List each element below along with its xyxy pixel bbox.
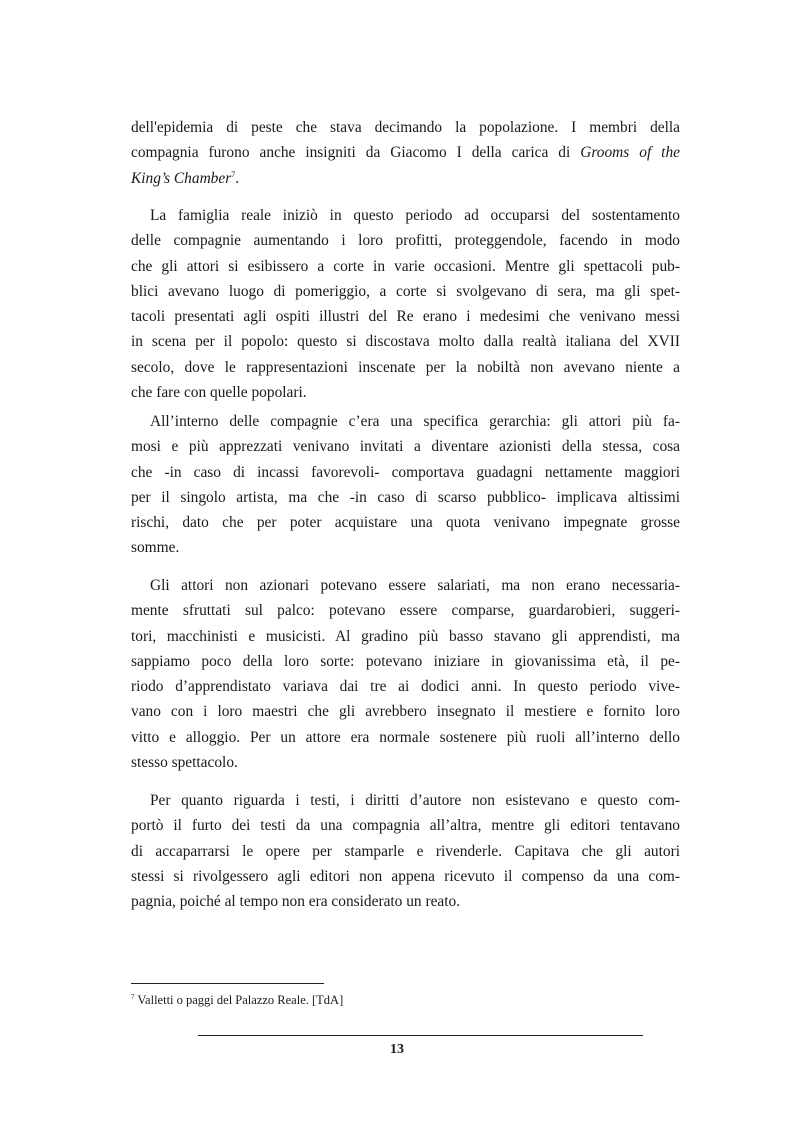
text-line: delle compagnie aumentando i loro profitti, proteggendole, facendo in modo — [131, 232, 680, 250]
text-segment: compagnia furono anche insigniti da Giacomo I della carica di — [131, 144, 571, 162]
paragraph — [131, 573, 680, 775]
text-line: vitto e alloggio. Per un attore era normale sostenere più ruoli all’interno dello — [131, 728, 680, 746]
footnote-separator — [131, 983, 324, 984]
text-line: secolo, dove le rappresentazioni inscenate per la nobiltà non avevano niente a — [131, 358, 680, 376]
text-line: rischi, dato che per poter acquistare una quota venivano impegnate grosse — [131, 514, 680, 532]
paragraph — [131, 409, 680, 561]
text-line: All’interno delle compagnie c’era una specifica gerarchia: gli attori più fa- — [150, 413, 680, 430]
text-line: per il singolo artista, ma che -in caso di scarso pubblico- implicava altissimi — [131, 488, 680, 506]
italic-title: Grooms of the — [580, 144, 680, 162]
text-line: blici avevano luogo di pomeriggio, a corte si svolgevano di sera, ma gli spet- — [131, 282, 680, 300]
text-line: Per quanto riguarda i testi, i diritti d’autore non esistevano e questo com- — [150, 792, 680, 809]
text-line: di accaparrarsi le opere per stamparle e rivenderle. Capitava che gli autori — [131, 842, 680, 860]
footer-rule — [198, 1035, 643, 1036]
footnote-text: Valletti o paggi del Palazzo Reale. [TdA] — [137, 993, 344, 1007]
text-line: che gli attori si esibissero a corte in varie occasioni. Mentre gli spettacoli pub- — [131, 257, 680, 275]
text-line: tori, macchinisti e musicisti. Al gradino più basso stavano gli apprendisti, ma — [131, 627, 680, 645]
text-segment: . — [235, 169, 240, 187]
text-line: riodo d’apprendistato variava dai tre ai dodici anni. In questo periodo vive- — [131, 678, 680, 696]
text-line: Gli attori non azionari potevano essere salariati, ma non erano necessaria- — [150, 577, 680, 594]
footnote-reference[interactable]: 7 — [231, 169, 236, 179]
text-line: sappiamo poco della loro sorte: potevano iniziare in giovanissima età, il pe- — [131, 652, 680, 670]
paragraph — [131, 115, 680, 191]
text-line: La famiglia reale iniziò in questo periodo ad occuparsi del sostentamento — [150, 207, 680, 224]
paragraph — [131, 203, 680, 405]
page-number: 13 — [390, 1042, 404, 1057]
text-line: in scena per il popolo: questo si discostava molto dalla realtà italiana del XVII — [131, 333, 680, 351]
text-line: portò il furto dei testi da una compagnia all’altra, mentre gli editori tentavano — [131, 817, 680, 835]
text-line — [131, 166, 680, 191]
text-line: mente sfruttati sul palco: potevano essere comparse, guardarobieri, suggeri- — [131, 602, 680, 620]
text-line: stessi si rivolgessero agli editori non appena ricevuto il compenso da una com- — [131, 867, 680, 885]
text-line: dell'epidemia di peste che stava decimando la popolazione. I membri della — [131, 119, 680, 136]
text-line: che fare con quelle popolari. — [131, 384, 307, 402]
text-line: vano con i loro maestri che gli avrebbero insegnato il mestiere e fornito loro — [131, 703, 680, 721]
footnote-number: 7 — [131, 992, 135, 1001]
text-line: mosi e più apprezzati venivano invitati a diventare azionisti della stessa, cosa — [131, 438, 680, 456]
text-line: stesso spettacolo. — [131, 754, 238, 772]
text-line: somme. — [131, 539, 180, 557]
italic-title: King’s Chamber — [131, 169, 232, 187]
footnote — [131, 992, 343, 1008]
text-line: tacoli presentati agli ospiti illustri del Re erano i medesimi che venivano messi — [131, 308, 680, 326]
text-line — [131, 140, 680, 165]
text-line: pagnia, poiché al tempo non era considerato un reato. — [131, 893, 461, 911]
paragraph — [131, 788, 680, 914]
text-line: che -in caso di incassi favorevoli- comportava guadagni nettamente maggiori — [131, 463, 680, 481]
